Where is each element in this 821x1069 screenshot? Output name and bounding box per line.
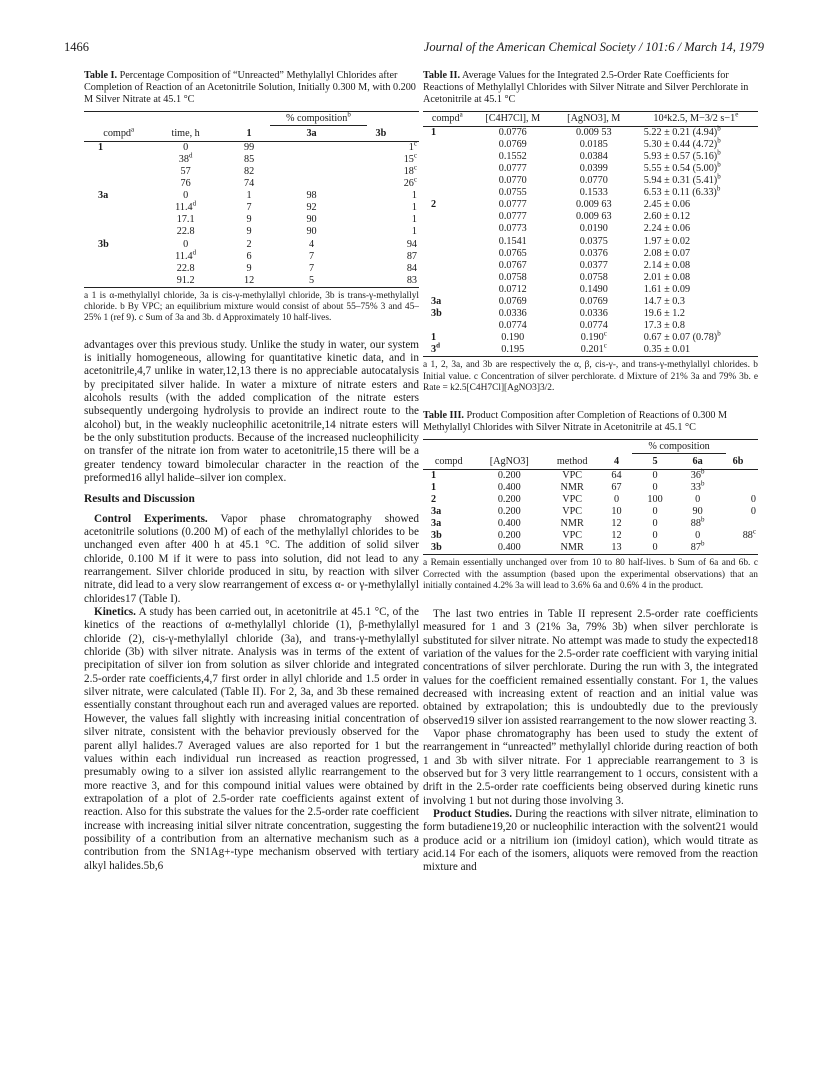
table2-conc-chloride: 0.0758 xyxy=(498,271,527,283)
table2-conc-silver: 0.0336 xyxy=(579,308,608,320)
table3-pct-6b xyxy=(718,482,758,494)
table1-pct-1: 6 xyxy=(246,250,252,262)
table1-pct-3b: 94 xyxy=(406,238,417,250)
table-row xyxy=(84,251,419,263)
table3-caption-text: Product Composition after Completion of Reactions of 0.300 M Methylallyl Chlorides with Silver Nitrate in Acetonitrile at 45.1 °C xyxy=(423,410,728,434)
table3-pct-6a: 88$^b$ xyxy=(690,515,705,530)
left-column xyxy=(84,70,419,873)
table3-compd: 3b xyxy=(431,530,442,542)
table1-time: 38$^d$ xyxy=(178,151,193,165)
table1-pct-3b: 1 xyxy=(411,214,417,226)
table-row xyxy=(423,139,758,151)
table1-pct-1: 12 xyxy=(243,274,255,286)
table-row xyxy=(84,214,419,226)
table3-footnotes: a Remain essentially unchanged over from 10 to 80 half-lives. b Sum of 6a and 6b. c Corrected with the assumption (based upon the experimental observations) that an initially contained 4.2% 3a will lead to 3.6% 6a and 0.6% 4 in the product. xyxy=(423,558,758,591)
table-row xyxy=(423,482,758,494)
table3-agno3: 0.200 xyxy=(497,505,521,517)
table3-compd: 1 xyxy=(431,481,437,493)
table3-agno3: 0.400 xyxy=(497,518,521,530)
table2-caption-text: Average Values for the Integrated 2.5-Order Rate Coefficients for Reactions of Methylallyl Chlorides with Silver Nitrate and Silver Perchlorate in Acetonitrile at 45.1 °C xyxy=(423,70,749,106)
table2-rate: 5.22 ± 0.21 $(4.94)^b$ xyxy=(643,124,721,138)
table-row xyxy=(423,187,758,199)
table2-conc-chloride: 0.0777 xyxy=(498,211,527,223)
table-row xyxy=(84,263,419,275)
table2-compd xyxy=(423,284,472,296)
table2-compd xyxy=(423,223,472,235)
table3 xyxy=(423,439,758,556)
table-row xyxy=(423,506,758,518)
table-row xyxy=(423,344,758,357)
table3-method: VPC xyxy=(562,530,583,542)
table3-pct-6a: 0 xyxy=(695,493,701,505)
table1-compd: 3a xyxy=(98,190,109,202)
table2-compd: 1 xyxy=(431,126,437,138)
page-number: 1466 xyxy=(64,40,89,54)
table3-pct-5: 100 xyxy=(647,493,663,505)
table2-col-header: [AgNO3], M xyxy=(554,111,634,126)
table2 xyxy=(423,111,758,358)
perchlorate-paragraph: The last two entries in Table II represent 2.5-order rate coefficients measured for 1 and 3 (21% 3a, 79% 3b) when silver perchlorate is substituted for silver nitrate. No attempt was made to study the expected18 variation of the values for the 2.5-order rate coefficient with varying initial concentrations of silver perchlorate. During the run with 3, the integrated values for the coefficient remained essentially constant. For 1, the values decreased with increasing extent of reaction and an initial value was obtained by extrapolation; this is undoubtedly due to the previously observed19 silver ion assisted rearrangement to the now slower reacting 3. xyxy=(423,607,758,727)
table3-compd: 3a xyxy=(431,518,442,530)
table2-conc-chloride: 0.0774 xyxy=(498,320,527,332)
table1-compd xyxy=(84,178,153,190)
table1-compd xyxy=(84,251,153,263)
table2-conc-chloride: 0.0769 xyxy=(498,296,527,308)
table1-time: 0 xyxy=(183,238,189,250)
table2-conc-chloride: 0.0776 xyxy=(498,126,527,138)
table-row xyxy=(423,542,758,555)
table1-pct-3a xyxy=(280,178,342,190)
table2-compd xyxy=(423,211,472,223)
table3-method: VPC xyxy=(562,505,583,517)
table1-col-header: 1 xyxy=(218,127,280,142)
table2-compd xyxy=(423,248,472,260)
table3-pct-6b xyxy=(718,542,758,555)
table2-rate: 2.60 ± 0.12 xyxy=(643,211,691,223)
table2-rate: 5.55 ± 0.54 $(5.00)^b$ xyxy=(643,160,721,174)
table2-compd xyxy=(423,320,472,332)
table1-compd xyxy=(84,226,153,238)
table1-body xyxy=(84,141,419,287)
table3-compd: 3b xyxy=(431,542,442,554)
table1-pct-1: 99 xyxy=(243,141,255,153)
table2-conc-chloride: 0.1541 xyxy=(498,235,527,247)
table3-method: NMR xyxy=(560,481,584,493)
table2-conc-chloride: 0.0765 xyxy=(498,247,527,259)
table3-pct-5: 0 xyxy=(652,518,658,530)
table1-group-header: % composition$^b$ xyxy=(218,111,419,127)
table1-pct-1: 9 xyxy=(246,214,252,226)
table-row xyxy=(423,530,758,542)
table1-time: 76 xyxy=(180,178,191,190)
table1-header-row xyxy=(84,127,419,142)
table3-header-row xyxy=(423,455,758,470)
table2-label: Table II. xyxy=(423,70,460,81)
table2-body xyxy=(423,126,758,357)
table-row xyxy=(423,175,758,187)
table3-pct-6b: 88$^c$ xyxy=(742,527,756,542)
intro-paragraph: advantages over this previous study. Unlike the study in water, our system is initially homogeneous, allowing for quantitative kinetic data, and in acetonitrile,4,7 unlike in water,12,13 there is no appreciable autocatalysis by precipitated silver halide. In water a mixture of nitrate esters and alcohols results (with the added complication of the nitrate esters subsequently undergoing hydrolysis to provide an indirect route to the alcohol) but, in the weakly nucleophilic acetonitrile,14 nitrate esters will be the only substitution products. Because of the increased nucleophilicity on transfer of the nitrate ion from water to acetonitrile,15 there will be a greater tendency toward bimolecular character in the reaction of the preformed16 allyl halide–silver ion complex. xyxy=(84,338,419,484)
table2-conc-chloride: 0.1552 xyxy=(498,150,527,162)
table1-pct-3a xyxy=(280,154,342,166)
table-row xyxy=(423,163,758,175)
table2-compd xyxy=(423,236,472,248)
table-row xyxy=(84,166,419,178)
table-row xyxy=(423,518,758,530)
table2-conc-silver: 0.201$^c$ xyxy=(580,342,607,356)
table3-col-header: [AgNO3] xyxy=(474,455,544,470)
table2-conc-chloride: 0.190 xyxy=(501,332,525,344)
table3-pct-4: 64 xyxy=(611,469,622,481)
table1-pct-1: 9 xyxy=(246,262,252,274)
table-row xyxy=(423,308,758,320)
table1-pct-3a xyxy=(280,166,342,178)
kinetics-heading: Kinetics. xyxy=(94,606,136,619)
table-row xyxy=(423,260,758,272)
table3-method: VPC xyxy=(562,469,583,481)
table3-caption xyxy=(423,410,758,434)
table1-pct-3a: 7 xyxy=(308,262,315,274)
journal-running-title: Journal of the American Chemical Society / 101:6 / March 14, 1979 xyxy=(423,40,764,54)
table-row xyxy=(423,223,758,235)
table2-conc-silver: 0.0769 xyxy=(579,296,608,308)
table-row xyxy=(423,320,758,332)
table1-compd: 3b xyxy=(98,238,109,250)
table1-pct-3a: 4 xyxy=(308,238,315,250)
table-row xyxy=(423,248,758,260)
table3-pct-5: 0 xyxy=(652,469,658,481)
table2-rate: 5.94 ± 0.31 $(5.41)^b$ xyxy=(643,172,721,187)
table2-rate: 2.24 ± 0.06 xyxy=(643,223,691,235)
table2-conc-chloride: 0.0769 xyxy=(498,138,527,150)
table1-pct-3b: 1 xyxy=(411,226,417,238)
table1-time: 57 xyxy=(180,165,191,177)
table1-compd xyxy=(84,214,153,226)
table2-rate: 0.67 ± 0.07 $(0.78)^b$ xyxy=(643,329,721,344)
table3-pct-4: 0 xyxy=(613,493,620,505)
table2-compd: 3a xyxy=(431,296,442,308)
table2-rate: 5.30 ± 0.44 $(4.72)^b$ xyxy=(643,136,721,150)
table1-col-header: compd$^a$ xyxy=(84,127,153,142)
table3-pct-6a: 87$^b$ xyxy=(690,539,705,554)
table-row xyxy=(423,236,758,248)
table2-conc-silver: 0.009 53 xyxy=(575,126,612,138)
table2-conc-chloride: 0.0770 xyxy=(498,175,527,187)
table1-label: Table I. xyxy=(84,70,118,81)
table2-conc-chloride: 0.195 xyxy=(501,344,525,356)
table3-method: NMR xyxy=(560,542,584,554)
table3-group-header: % composition xyxy=(600,439,758,455)
table3-col-header: 5 xyxy=(633,455,677,470)
results-section-heading: Results and Discussion xyxy=(84,493,195,506)
table2-compd: 3$^d$ xyxy=(431,342,440,356)
table3-method: VPC xyxy=(562,493,583,505)
table1-time: 11.4$^d$ xyxy=(175,199,197,214)
table3-pct-6a: 36$^b$ xyxy=(690,467,705,481)
table3-col-header: 4 xyxy=(600,455,633,470)
table1-caption xyxy=(84,70,419,107)
table1-pct-3b: 18$^c$ xyxy=(403,163,417,177)
table2-col-header: compd$^a$ xyxy=(423,111,472,126)
table1-time: 22.8 xyxy=(176,262,195,274)
table1-time: 0 xyxy=(183,190,189,202)
table2-rate: 14.7 ± 0.3 xyxy=(643,296,685,308)
table3-agno3: 0.200 xyxy=(497,493,521,505)
table1-compd xyxy=(84,263,153,275)
table3-pct-5: 0 xyxy=(652,481,658,493)
table2-conc-silver: 0.0758 xyxy=(579,271,608,283)
table3-col-header: 6a xyxy=(677,455,718,470)
right-column xyxy=(423,70,758,875)
table2-col-header: [C4H7Cl], M xyxy=(472,111,554,126)
table2-conc-silver: 0.0377 xyxy=(579,259,608,271)
table-row xyxy=(84,141,419,154)
table-row xyxy=(423,284,758,296)
table2-conc-chloride: 0.0777 xyxy=(498,162,527,174)
table2-compd xyxy=(423,187,472,199)
table2-conc-silver: 0.0376 xyxy=(579,247,608,259)
table1-time: 91.2 xyxy=(176,274,195,286)
table3-body xyxy=(423,469,758,555)
table1-compd xyxy=(84,166,153,178)
table1-pct-3a xyxy=(280,141,342,154)
table2-rate: 17.3 ± 0.8 xyxy=(643,320,685,332)
table1-pct-3a: 90 xyxy=(306,214,317,226)
table2-rate: 6.53 ± 0.11 $(6.33)^b$ xyxy=(643,184,721,199)
table1-pct-3b: 83 xyxy=(406,274,417,286)
table2-conc-silver: 0.009 63 xyxy=(575,211,612,223)
table3-pct-6b: 0 xyxy=(750,505,756,517)
table-row xyxy=(423,211,758,223)
table3-pct-6a: 90 xyxy=(692,505,703,517)
kinetics-paragraph: Kinetics. A study has been carried out, in acetonitrile at 45.1 °C, of the kinetics of the reactions of α-methylallyl chloride (1), β-methylallyl chloride (2), cis-γ-methylallyl chloride (3a), and trans-γ-methylallyl chloride (3b) with silver nitrate. Analysis was in terms of the extent of precipitation of silver ion from solution as silver chloride and integrated 2.5-order rate coefficients,4,7 first order in allyl chloride and 1.5 order in silver nitrate, were calculated (Table II). For 2, 3a, and 3b these remained essentially constant throughout each run and averaged values are reported. However, the values fall slightly with increasing initial concentration of silver nitrate, consistent with the behavior previously observed for the parent allyl halides.7 Averaged values are also reported for 1 but the values within each individual run increased as reaction progressed, presumably owing to a silver ion assisted allylic rearrangement to the more reactive 3, and for this compound initial values were obtained by extrapolation of a plot of 2.5-order rate coefficients against extent of reaction. Also for this substrate the values for the 2.5-order rate coefficient increase with increasing initial silver nitrate concentration, suggesting the possibility of a contribution from an alternative mechanism such as a contribution from the SN1Ag+-type mechanism observed with tertiary alkyl halides.5b,6 xyxy=(84,606,419,872)
table1-pct-1: 2 xyxy=(246,238,252,250)
table-row xyxy=(423,272,758,284)
table2-rate: 2.45 ± 0.06 xyxy=(643,199,691,211)
table2-compd: 1 xyxy=(431,332,437,344)
table3-compd: 2 xyxy=(431,493,437,505)
table2-conc-chloride: 0.0767 xyxy=(498,259,527,271)
table3-pct-4: 12 xyxy=(611,530,622,542)
table2-rate: 19.6 ± 1.2 xyxy=(643,308,685,320)
table3-pct-4: 12 xyxy=(611,518,622,530)
table2-conc-silver: 0.190$^c$ xyxy=(580,329,607,344)
table1-pct-3a: 7 xyxy=(308,250,315,262)
table-row xyxy=(423,199,758,211)
table3-label: Table III. xyxy=(423,410,464,422)
table-row xyxy=(423,296,758,308)
table1-col-header: 3a xyxy=(280,127,342,142)
table-row xyxy=(423,126,758,139)
table1-col-header: 3b xyxy=(343,127,419,142)
table1-caption-text: Percentage Composition of “Unreacted” Methylallyl Chlorides after Completion of Reaction of an Acetonitrile Solution, Initially 0.300 M, with 0.200 M Silver Nitrate at 45.1 °C xyxy=(84,70,416,106)
table1-compd xyxy=(84,275,153,288)
table-row xyxy=(84,154,419,166)
table3-col-header: 6b xyxy=(718,455,758,470)
table2-rate: 2.08 ± 0.07 xyxy=(643,247,691,259)
table2-conc-chloride: 0.0773 xyxy=(498,223,527,235)
table1-pct-3a: 90 xyxy=(306,226,317,238)
table-row xyxy=(84,226,419,238)
table2-conc-silver: 0.0190 xyxy=(579,223,608,235)
table1-compd xyxy=(84,154,153,166)
table1-pct-3b: 84 xyxy=(406,262,417,274)
table2-rate: 5.93 ± 0.57 $(5.16)^b$ xyxy=(643,148,721,162)
table1-footnotes: a 1 is α-methylallyl chloride, 3a is cis-γ-methylallyl chloride, 3b is trans-γ-methylallyl chloride. b By VPC; an equilibrium mixture would consist of about 55–75% 3 and 45–25% 1 (ref 9). c Sum of 3a and 3b. d Approximately 10 half-lives. xyxy=(84,290,419,324)
table1 xyxy=(84,111,419,288)
table2-compd xyxy=(423,260,472,272)
table2-rate: 1.61 ± 0.09 xyxy=(643,283,691,295)
table2-rate: 2.14 ± 0.08 xyxy=(643,259,691,271)
table3-pct-6a: 0 xyxy=(695,530,701,542)
table3-pct-4: 10 xyxy=(611,505,622,517)
table2-conc-silver: 0.0770 xyxy=(579,175,608,187)
table-row xyxy=(423,151,758,163)
table1-time: 0 xyxy=(183,141,189,153)
table-row xyxy=(84,275,419,288)
table1-pct-3b: 1 xyxy=(411,202,417,214)
table3-pct-5: 0 xyxy=(652,530,658,542)
table2-conc-chloride: 0.0755 xyxy=(498,187,527,199)
table3-pct-5: 0 xyxy=(652,542,658,554)
table1-pct-1: 1 xyxy=(246,190,252,202)
table2-conc-silver: 0.0774 xyxy=(579,320,608,332)
table1-pct-1: 74 xyxy=(243,178,255,190)
table3-pct-6b: 0 xyxy=(750,493,756,505)
table3-pct-6b xyxy=(718,469,758,482)
table3-col-header: compd xyxy=(423,455,474,470)
table1-pct-3b: 15$^c$ xyxy=(403,151,417,165)
table1-col-header: time, h xyxy=(153,127,217,142)
table2-compd xyxy=(423,151,472,163)
table2-rate: 1.97 ± 0.02 xyxy=(643,235,691,247)
table2-conc-silver: 0.1490 xyxy=(579,283,608,295)
product-studies-paragraph: Product Studies. During the reactions with silver nitrate, elimination to form butadiene19,20 or nucleophilic interaction with the solvent21 would produce acid or a nitrilium ion (imidoyl cation), which would titrate as acid.14 For each of the isomers, aliquots were removed from the reaction mixture and xyxy=(423,808,758,874)
table3-agno3: 0.400 xyxy=(497,542,521,554)
table3-pct-4: 67 xyxy=(611,481,622,493)
table3-agno3: 0.200 xyxy=(497,469,521,481)
table1-pct-3a: 5 xyxy=(308,274,315,286)
table2-compd xyxy=(423,272,472,284)
table2-col-header: 10⁴k2.5, M−3/2 $s-1^e$ xyxy=(634,111,758,126)
table2-conc-silver: 0.009 63 xyxy=(575,199,612,211)
table3-compd: 3a xyxy=(431,505,442,517)
table2-rate: 0.35 ± 0.01 xyxy=(643,344,691,356)
table3-agno3: 0.400 xyxy=(497,481,521,493)
table3-pct-6a: 33$^b$ xyxy=(690,479,705,493)
table2-conc-silver: 0.1533 xyxy=(579,187,608,199)
table2-compd: 2 xyxy=(431,199,437,211)
table1-time: 17.1 xyxy=(176,214,195,226)
table2-conc-silver: 0.0399 xyxy=(579,162,608,174)
table1-pct-1: 85 xyxy=(243,153,255,165)
table1-time: 22.8 xyxy=(176,226,195,238)
table2-caption xyxy=(423,70,758,107)
table1-pct-3b: 1 xyxy=(411,190,417,202)
table2-conc-chloride: 0.0712 xyxy=(498,283,527,295)
table1-pct-1: 9 xyxy=(246,226,252,238)
table-row xyxy=(423,332,758,344)
table3-method: NMR xyxy=(560,518,584,530)
table-row xyxy=(84,202,419,214)
table3-pct-5: 0 xyxy=(652,505,658,517)
vpc-rearrangement-paragraph: Vapor phase chromatography has been used to study the extent of rearrangement in “unreacted” methylallyl chloride during reaction of both 1 and 3b with silver nitrate. For 1 appreciable rearrangement to 3 is observed but for 3 very little rearrangement to 1 occurs, consistent with a drift in the 2.5-order rate coefficients being observed during kinetic runs involving 1 but not during those involving 3. xyxy=(423,728,758,807)
table2-rate: 2.01 ± 0.08 xyxy=(643,271,691,283)
table2-compd xyxy=(423,163,472,175)
table1-pct-3b: 1$^c$ xyxy=(408,139,417,153)
table1-compd xyxy=(84,202,153,214)
table1-compd: 1 xyxy=(98,141,104,153)
table3-pct-4: 13 xyxy=(611,542,622,554)
table3-col-header: method xyxy=(544,455,600,470)
table2-compd xyxy=(423,175,472,187)
table-row xyxy=(423,469,758,482)
table2-header-row xyxy=(423,111,758,126)
table2-compd: 3b xyxy=(431,308,442,320)
control-experiments-paragraph: Control Experiments. Vapor phase chromatography showed acetonitrile solutions (0.200 M) of each of the methylallyl chlorides to be unchanged even after 400 h at 45.1 °C. The addition of solid silver chloride, 0.100 M if it were to pass into solution, did not lead to any rearrangement. Silver chloride produced in situ, by reaction with silver nitrate, did lead to a very slow rearrangement of excess α- or γ-methylallyl chlorides17 (Table I). xyxy=(84,512,419,605)
table1-pct-3a: 92 xyxy=(306,202,317,214)
table3-compd: 1 xyxy=(431,469,437,481)
table1-pct-3a: 98 xyxy=(306,190,317,202)
product-studies-heading: Product Studies. xyxy=(433,808,512,821)
table1-time: 11.4$^d$ xyxy=(175,248,197,262)
table2-conc-chloride: 0.0777 xyxy=(498,199,527,211)
table1-pct-3b: 26$^c$ xyxy=(403,175,417,190)
table2-footnotes: a 1, 2, 3a, and 3b are respectively the α, β, cis-γ-, and trans-γ-methylallyl chlorides. b Initial value. c Concentration of silver perchlorate. d Mixture of 21% 3a and 79% 3b. e Rate = k2.5[C4H7Cl][AgNO3]3/2. xyxy=(423,360,758,393)
table2-conc-chloride: 0.0336 xyxy=(498,308,527,320)
table-row xyxy=(423,494,758,506)
table-row xyxy=(84,190,419,202)
table1-pct-3b: 87 xyxy=(406,250,417,262)
table2-conc-silver: 0.0375 xyxy=(579,235,608,247)
table2-conc-silver: 0.0384 xyxy=(579,150,608,162)
table3-agno3: 0.200 xyxy=(497,530,521,542)
control-experiments-heading: Control Experiments. xyxy=(94,512,208,525)
table1-pct-1: 7 xyxy=(246,202,252,214)
table-row xyxy=(84,178,419,190)
table2-conc-silver: 0.0185 xyxy=(579,138,608,150)
table1-pct-1: 82 xyxy=(243,165,255,177)
table-row xyxy=(84,239,419,251)
table2-compd xyxy=(423,139,472,151)
